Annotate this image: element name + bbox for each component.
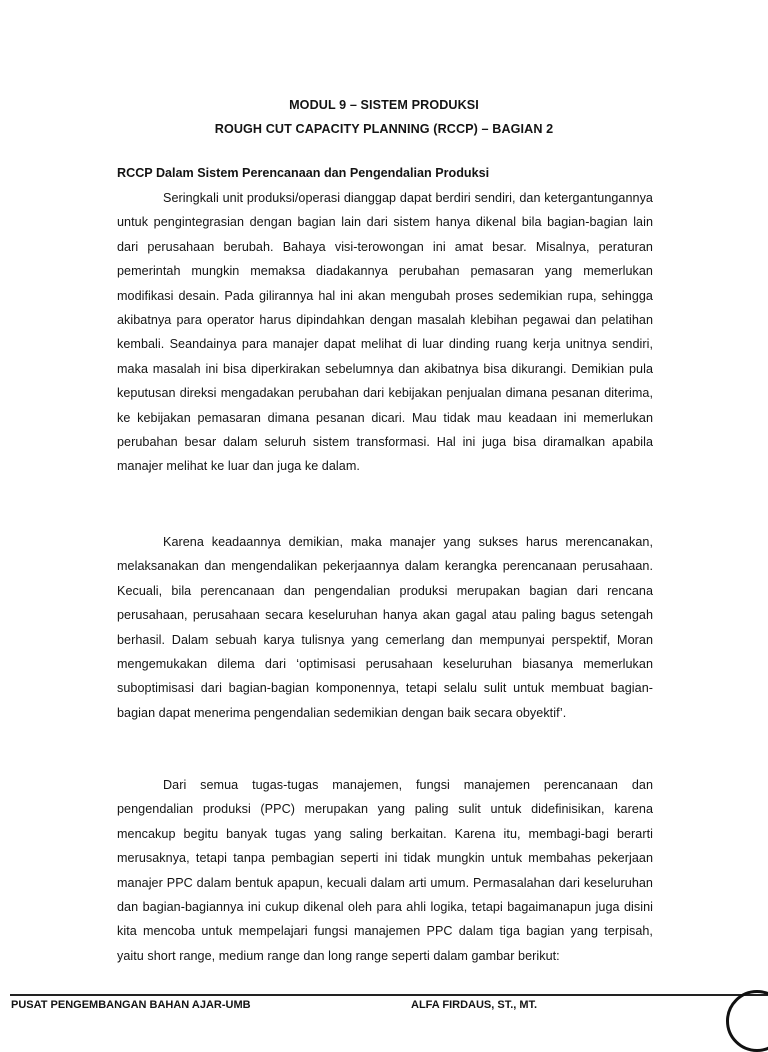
footer-divider xyxy=(10,994,768,996)
section-heading: RCCP Dalam Sistem Perencanaan dan Pengendalian Produksi xyxy=(117,166,490,180)
footer-institution: PUSAT PENGEMBANGAN BAHAN AJAR-UMB xyxy=(11,999,251,1011)
module-title: MODUL 9 – SISTEM PRODUKSI xyxy=(289,98,479,112)
module-subtitle: ROUGH CUT CAPACITY PLANNING (RCCP) – BAGIAN 2 xyxy=(214,122,554,136)
document-titles xyxy=(0,93,768,141)
footer-author: ALFA FIRDAUS, ST., MT. xyxy=(411,999,538,1011)
paragraph: Seringkali unit produksi/operasi dianggap dapat berdiri sendiri, dan ketergantungannya untuk pengintegrasian dengan bagian lain dari sistem hanya dikenal bila bagian-bagian lain dari perusahaan berubah. Bahaya visi-terowongan ini amat besar. Misalnya, peraturan pemerintah mungkin memaksa diadakannya perubahan pemasaran yang memerlukan modifikasi desain. Pada gilirannya hal ini akan mengubah proses sedemikian rupa, sehingga akibatnya para operator harus dipindahkan dengan masalah klebihan pegawai dan pelatihan kembali. Seandainya para manajer dapat melihat di luar dinding ruang kerja unitnya sendiri, maka masalah ini bisa diperkirakan sebelumnya dan akibatnya bisa dikurangi. Demikian pula keputusan direksi mengadakan perubahan dari kebijakan penjualan dimana pesanan diterima, ke kebijakan pemasaran dimana pesanan dicari. Mau tidak mau keadaan ini memerlukan perubahan besar dalam seluruh sistem transformasi. Hal ini juga bisa diramalkan apabila manajer melihat ke luar dan juga ke dalam. xyxy=(117,191,653,474)
page-number-circle xyxy=(726,990,768,1052)
paragraph: Dari semua tugas-tugas manajemen, fungsi manajemen perencanaan dan pengendalian produksi (PPC) merupakan yang paling sulit untuk didefinisikan, karena mencakup begitu banyak tugas yang saling berkaitan. Karena itu, membagi-bagi berarti merusaknya, tetapi tanpa pembagian seperti ini tidak mungkin untuk membahas pekerjaan manajer PPC dalam bentuk apapun, kecuali dalam arti umum. Permasalahan dari keseluruhan dan bagian-bagiannya ini cukup dikenal oleh para ahli logika, tetapi bagaimanapun juga disini kita mencoba untuk mempelajari fungsi manajemen PPC dalam tiga bagian yang terpisah, yaitu short range, medium range dan long range seperti dalam gambar berikut: xyxy=(117,778,653,963)
paragraph: Karena keadaannya demikian, maka manajer yang sukses harus merencanakan, melaksanakan dan mengendalikan pekerjaannya dalam kerangka perencanaan perusahaan. Kecuali, bila perencanaan dan pengendalian produksi merupakan bagian dari rencana perusahaan, perusahaan secara keseluruhan hanya akan gagal atau paling bagus setengah berhasil. Dalam sebuah karya tulisnya yang cemerlang dan mempunyai perspektif, Moran mengemukakan dilema dari ‘optimisasi perusahaan keseluruhan biasanya memerlukan suboptimisasi dari bagian-bagian komponennya, tetapi selalu sulit untuk membuat bagian-bagian dapat menerima pengendalian sedemikian dengan baik secara obyektif’. xyxy=(117,535,653,720)
